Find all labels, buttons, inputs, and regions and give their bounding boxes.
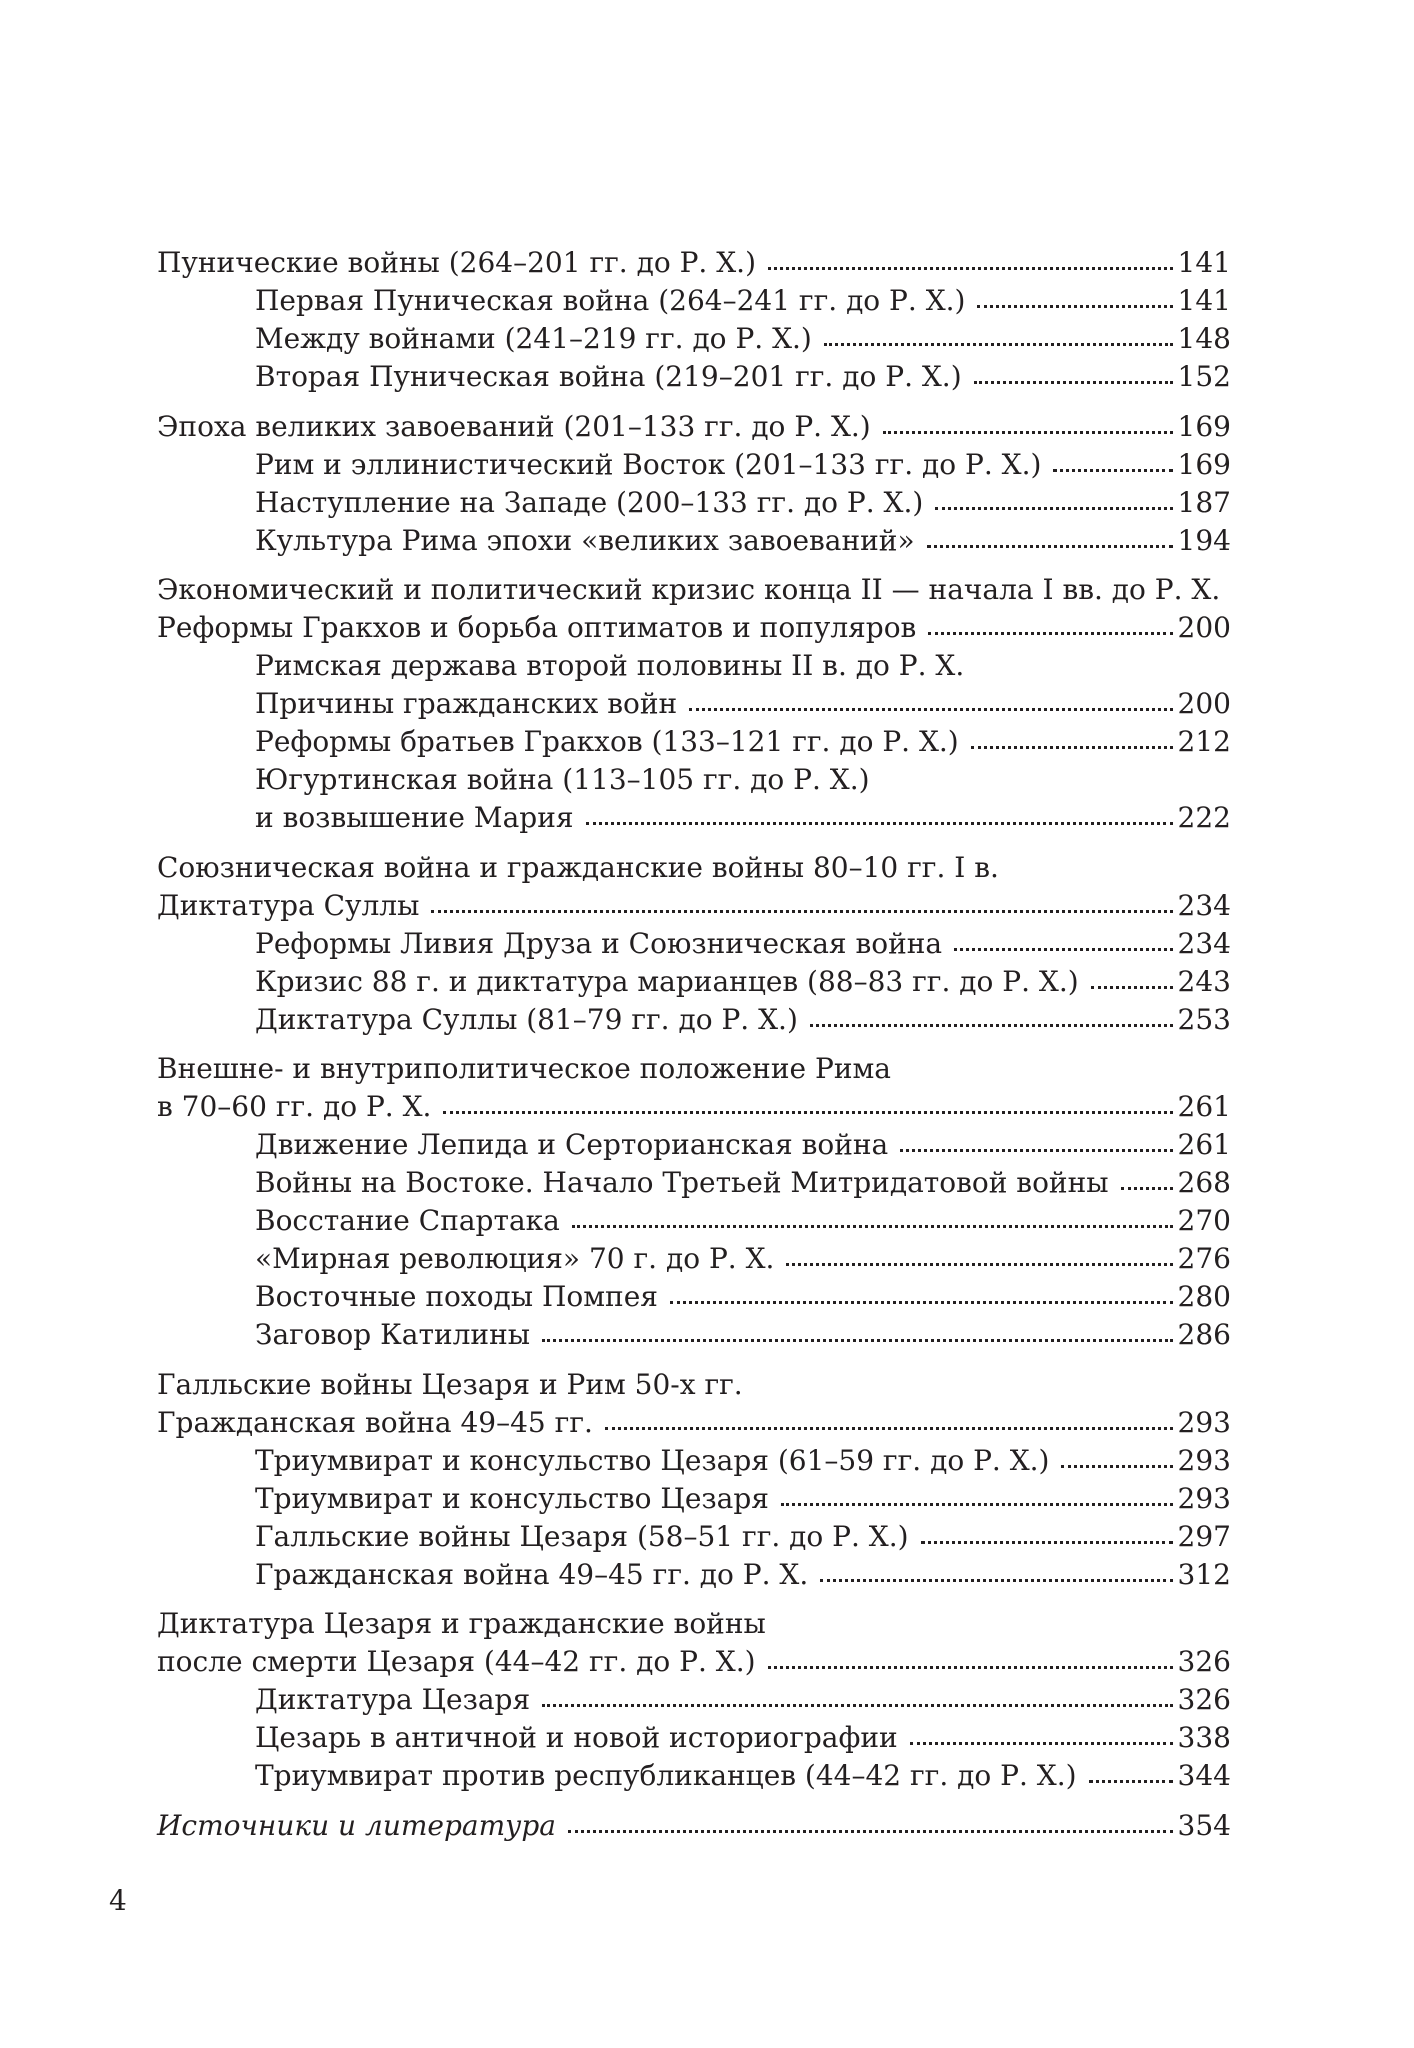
toc-page-number: 200 — [1177, 687, 1231, 720]
dot-leader — [689, 708, 1172, 711]
dot-leader — [781, 1503, 1173, 1506]
dot-leader — [605, 1427, 1173, 1430]
dot-leader — [910, 1742, 1173, 1745]
toc-entry-title: Диктатура Суллы — [157, 888, 420, 922]
dot-leader — [572, 1225, 1173, 1228]
dot-leader — [928, 632, 1172, 635]
toc-entry-title: Реформы братьев Гракхов (133–121 гг. до Р. Х.) — [255, 725, 959, 758]
toc-page-number: 293 — [1177, 1443, 1231, 1477]
page-number: 4 — [109, 1884, 127, 1917]
toc-entry-title: и возвышение Мария — [255, 801, 574, 834]
toc-entry-title: Первая Пуническая война (264–241 гг. до Р. Х.) — [255, 284, 966, 317]
toc-subentry — [157, 925, 1231, 963]
toc-subentry — [157, 358, 1231, 396]
toc-entry-title: Гражданская война 49–45 гг. — [157, 1405, 593, 1439]
toc-subentry — [157, 1164, 1231, 1202]
toc-page-number: 141 — [1177, 246, 1231, 279]
dot-leader — [971, 746, 1173, 749]
toc-page-number: 253 — [1177, 1002, 1231, 1036]
toc-page-number: 280 — [1177, 1280, 1231, 1313]
dot-leader — [1053, 469, 1172, 472]
toc-entry — [157, 571, 1231, 609]
toc-entry-title: Войны на Востоке. Начало Третьей Митридатовой войны — [255, 1166, 1109, 1199]
toc-subentry — [157, 1001, 1231, 1039]
toc-page-number: 212 — [1177, 725, 1231, 758]
toc-page-number: 141 — [1177, 284, 1231, 317]
toc-subentry — [157, 1757, 1231, 1795]
toc-entry-title: Триумвират и консульство Цезаря — [255, 1481, 769, 1515]
toc-section — [157, 571, 1231, 837]
toc-entry-title: Гражданская война 49–45 гг. до Р. Х. — [255, 1557, 809, 1591]
toc-page-number: 222 — [1177, 801, 1231, 834]
dot-leader — [1089, 1780, 1173, 1783]
toc-entry-title: Восстание Спартака — [255, 1204, 560, 1237]
toc-entry-title: Галльские войны Цезаря и Рим 50-х гг. — [157, 1367, 743, 1401]
dot-leader — [824, 343, 1173, 346]
toc-page-number: 344 — [1177, 1759, 1231, 1792]
table-of-contents — [157, 244, 1231, 1856]
dot-leader — [921, 1541, 1173, 1544]
toc-entry-title: Цезарь в античной и новой историографии — [255, 1721, 898, 1754]
toc-entry-title: Эпоха великих завоеваний (201–133 гг. до Р. Х.) — [157, 409, 871, 443]
toc-page-number: 338 — [1177, 1721, 1231, 1754]
dot-leader — [810, 1024, 1173, 1027]
dot-leader — [927, 545, 1173, 548]
toc-page-number: 234 — [1177, 888, 1231, 922]
dot-leader — [431, 910, 1172, 913]
toc-entry-title: Экономический и политический кризис конца II — начала I вв. до Р. Х. — [157, 573, 1221, 606]
toc-page-number: 243 — [1177, 964, 1231, 998]
dot-leader — [883, 431, 1173, 434]
toc-page-number: 148 — [1177, 322, 1231, 355]
toc-page-number: 286 — [1177, 1318, 1231, 1351]
dot-leader — [542, 1339, 1173, 1342]
dot-leader — [586, 822, 1173, 825]
dot-leader — [820, 1579, 1172, 1582]
toc-entry-title: Заговор Катилины — [255, 1318, 531, 1351]
toc-entry-title: Реформы Гракхов и борьба оптиматов и популяров — [157, 611, 917, 644]
toc-entry — [157, 1366, 1231, 1404]
toc-subentry — [157, 484, 1231, 522]
toc-page-number: 326 — [1177, 1645, 1231, 1678]
toc-entry-title: Восточные походы Помпея — [255, 1280, 658, 1313]
toc-entry-title: Югуртинская война (113–105 гг. до Р. Х.) — [255, 763, 870, 796]
toc-page-number: 270 — [1177, 1204, 1231, 1237]
toc-entry-title: Кризис 88 г. и диктатура марианцев (88–83 гг. до Р. Х.) — [255, 964, 1079, 998]
toc-page-number: 187 — [1177, 485, 1231, 519]
toc-subentry — [157, 1681, 1231, 1719]
toc-section — [157, 244, 1231, 396]
toc-subentry — [157, 799, 1231, 837]
toc-entry-title: Диктатура Суллы (81–79 гг. до Р. Х.) — [255, 1002, 798, 1036]
toc-entry-title: Рим и эллинистический Восток (201–133 гг. до Р. Х.) — [255, 447, 1042, 481]
toc-subentry — [157, 685, 1231, 723]
toc-subentry — [157, 522, 1231, 560]
toc-page-number: 169 — [1177, 447, 1231, 481]
toc-entry — [157, 1643, 1231, 1681]
toc-subentry — [157, 320, 1231, 358]
toc-entry-title: Реформы Ливия Друза и Союзническая война — [255, 926, 943, 960]
toc-entry-title: Вторая Пуническая война (219–201 гг. до Р. Х.) — [255, 360, 962, 393]
toc-page-number: 293 — [1177, 1481, 1231, 1515]
toc-subentry — [157, 446, 1231, 484]
toc-entry-title: Причины гражданских войн — [255, 687, 678, 720]
toc-subentry — [157, 1240, 1231, 1278]
toc-page-number: 261 — [1177, 1090, 1231, 1123]
toc-entry-title: «Мирная революция» 70 г. до Р. Х. — [255, 1242, 775, 1275]
toc-entry-title: Триумвират и консульство Цезаря (61–59 гг. до Р. Х.) — [255, 1443, 1050, 1477]
toc-entry — [157, 887, 1231, 925]
toc-subentry — [157, 1278, 1231, 1316]
toc-entry-title: Галльские войны Цезаря (58–51 гг. до Р. Х.) — [255, 1519, 909, 1553]
toc-subentry — [157, 963, 1231, 1001]
toc-entry — [157, 609, 1231, 647]
toc-page-number: 326 — [1177, 1683, 1231, 1716]
toc-page-number: 354 — [1177, 1808, 1231, 1842]
toc-entry — [157, 1050, 1231, 1088]
dot-leader — [935, 507, 1172, 510]
toc-page-number: 200 — [1177, 611, 1231, 644]
toc-subentry — [157, 1480, 1231, 1518]
toc-entry-title: Наступление на Западе (200–133 гг. до Р. Х.) — [255, 485, 924, 519]
toc-entry-title: Источники и литература — [157, 1808, 556, 1842]
toc-entry — [157, 1807, 1231, 1845]
toc-entry — [157, 1605, 1231, 1643]
toc-subentry — [157, 1556, 1231, 1594]
toc-page-number: 261 — [1177, 1128, 1231, 1161]
dot-leader — [1061, 1465, 1172, 1468]
toc-section — [157, 1807, 1231, 1845]
toc-entry-title: Диктатура Цезаря — [255, 1683, 531, 1716]
toc-page-number: 194 — [1177, 523, 1231, 557]
dot-leader — [1091, 986, 1173, 989]
toc-entry — [157, 244, 1231, 282]
toc-entry-title: Культура Рима эпохи «великих завоеваний» — [255, 523, 915, 557]
dot-leader — [670, 1301, 1173, 1304]
toc-entry-title: после смерти Цезаря (44–42 гг. до Р. Х.) — [157, 1645, 756, 1678]
dot-leader — [954, 948, 1172, 951]
toc-entry-title: в 70–60 гг. до Р. Х. — [157, 1090, 432, 1123]
toc-page-number: 234 — [1177, 926, 1231, 960]
toc-page-number: 169 — [1177, 409, 1231, 443]
toc-entry-title: Союзническая война и гражданские войны 80–10 гг. I в. — [157, 850, 999, 884]
toc-entry — [157, 849, 1231, 887]
toc-subentry — [157, 1202, 1231, 1240]
toc-page-number: 268 — [1177, 1166, 1231, 1199]
toc-page-number: 152 — [1177, 360, 1231, 393]
toc-section — [157, 849, 1231, 1039]
toc-section — [157, 408, 1231, 560]
toc-entry — [157, 1404, 1231, 1442]
dot-leader — [542, 1704, 1172, 1707]
toc-entry-title: Пунические войны (264–201 гг. до Р. Х.) — [157, 246, 756, 279]
dot-leader — [900, 1149, 1172, 1152]
toc-section — [157, 1050, 1231, 1354]
toc-page-number: 276 — [1177, 1242, 1231, 1275]
dot-leader — [977, 305, 1172, 308]
toc-section — [157, 1366, 1231, 1594]
toc-subentry — [157, 1719, 1231, 1757]
toc-subentry — [157, 1126, 1231, 1164]
toc-subentry — [157, 647, 1231, 685]
toc-subentry — [157, 1518, 1231, 1556]
toc-entry — [157, 408, 1231, 446]
toc-subentry — [157, 723, 1231, 761]
toc-entry-title: Между войнами (241–219 гг. до Р. Х.) — [255, 322, 812, 355]
dot-leader — [786, 1263, 1172, 1266]
toc-subentry — [157, 282, 1231, 320]
toc-subentry — [157, 1316, 1231, 1354]
toc-entry-title: Диктатура Цезаря и гражданские войны — [157, 1607, 766, 1640]
toc-section — [157, 1605, 1231, 1795]
toc-subentry — [157, 1442, 1231, 1480]
dot-leader — [1121, 1187, 1173, 1190]
toc-page-number: 297 — [1177, 1519, 1231, 1553]
toc-entry-title: Движение Лепида и Серторианская война — [255, 1128, 889, 1161]
toc-page-number: 312 — [1177, 1557, 1231, 1591]
toc-entry — [157, 1088, 1231, 1126]
dot-leader — [768, 1666, 1173, 1669]
dot-leader — [568, 1830, 1173, 1833]
toc-page-number: 293 — [1177, 1405, 1231, 1439]
toc-entry-title: Триумвират против республиканцев (44–42 гг. до Р. Х.) — [255, 1759, 1077, 1792]
toc-subentry — [157, 761, 1231, 799]
toc-entry-title: Внешне- и внутриполитическое положение Рима — [157, 1052, 891, 1085]
toc-entry-title: Римская держава второй половины II в. до Р. Х. — [255, 649, 965, 682]
dot-leader — [768, 267, 1173, 270]
dot-leader — [974, 381, 1173, 384]
dot-leader — [443, 1111, 1172, 1114]
